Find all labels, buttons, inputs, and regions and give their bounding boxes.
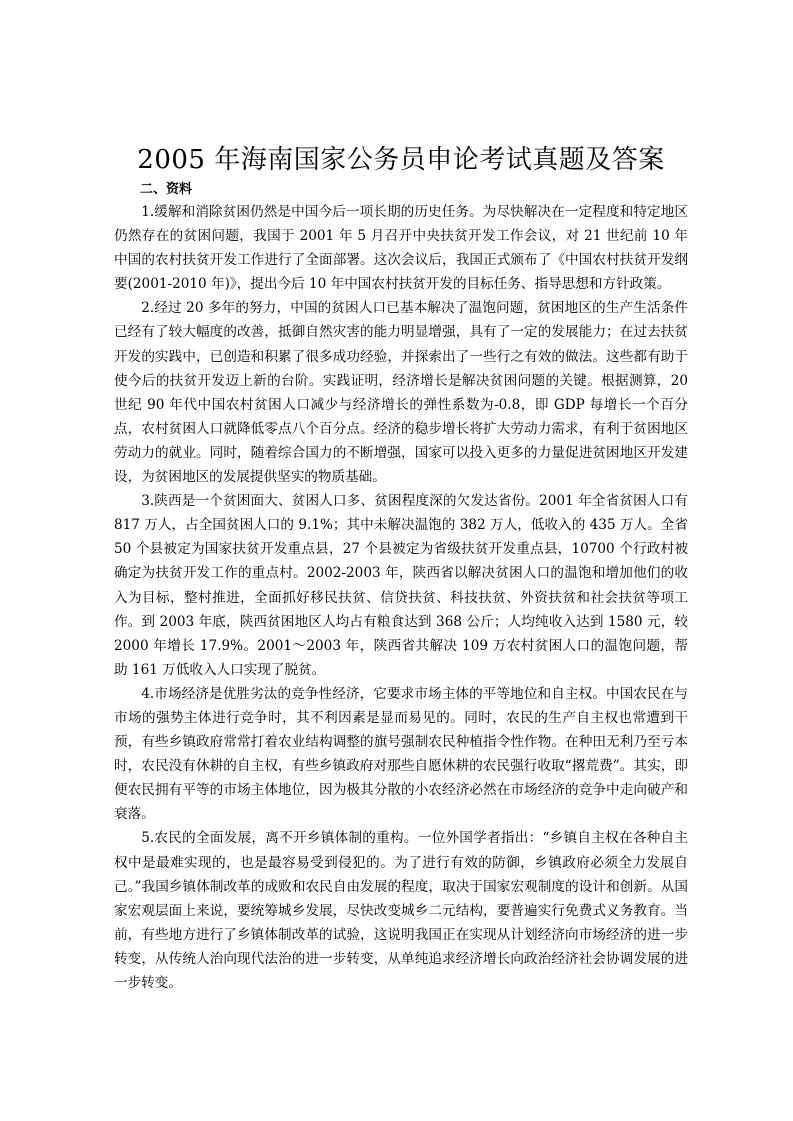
document-page xyxy=(114,140,688,995)
section-heading: 二、资料 xyxy=(140,182,193,197)
paragraph-2: 2.经过 20 多年的努力，中国的贫困人口已基本解决了温饱问题，贫困地区的生产生活条件已经有了较大幅度的改善，抵御自然灾害的能力明显增强，具有了一定的发展能力；在过去扶贫开发的实践中，已创造和积累了很多成功经验，并探索出了一些行之有效的做法。这些都有助于使今后的扶贫开发迈上新的台阶。实践证明，经济增长是解决贫困问题的关键。根据测算，20 世纪 90 年代中国农村贫困人口减少与经济增长的弹性系数为-0.8，即 GDP 每增长一个百分点，农村贫困人口就降低零点八个百分点。经济的稳步增长将扩大劳动力需求，有利于贫困地区劳动力的就业。同时，随着综合国力的不断增强，国家可以投入更多的力量促进贫困地区开发建设，为贫困地区的发展提供坚实的物质基础。 xyxy=(114,300,688,486)
paragraph-5: 5.农民的全面发展，离不开乡镇体制的重构。一位外国学者指出：“乡镇自主权在各种自主权中是最难实现的，也是最容易受到侵犯的。为了进行有效的防御，乡镇政府必须全力发展自己。”我国乡镇体制改革的成败和农民自由发展的程度，取决于国家宏观制度的设计和创新。从国家宏观层面上来说，要统筹城乡发展，尽快改变城乡二元结构，要普遍实行免费式义务教育。当前，有些地方进行了乡镇体制改革的试验，这说明我国正在实现从计划经济向市场经济的进一步转变，从传统人治向现代法治的进一步转变，从单纯追求经济增长向政治经济社会协调发展的进一步转变。 xyxy=(114,830,688,991)
paragraph-4: 4.市场经济是优胜劣汰的竞争性经济，它要求市场主体的平等地位和自主权。中国农民在与市场的强势主体进行竞争时，其不利因素是显而易见的。同时，农民的生产自主权也常遭到干预，有些乡镇政府常常打着农业结构调整的旗号强制农民种植指令性作物。在种田无利乃至亏本时，农民没有休耕的自主权，有些乡镇政府对那些自愿休耕的农民强行收取“撂荒费”。其实，即便农民拥有平等的市场主体地位，因为极其分散的小农经济必然在市场经济的竞争中走向破产和衰落。 xyxy=(114,685,688,823)
paragraph-1: 1.缓解和消除贫困仍然是中国今后一项长期的历史任务。为尽快解决在一定程度和特定地区仍然存在的贫困问题，我国于 2001 年 5 月召开中央扶贫开发工作会议，对 21 世纪前 10 年中国的农村扶贫开发工作进行了全面部署。这次会议后，我国正式颁布了《中国农村扶贫开发纲要(2001-2010 年)》，提出今后 10 年中国农村扶贫开发的目标任务、指导思想和方针政策。 xyxy=(114,204,688,293)
document-title: 2005 年海南国家公务员申论考试真题及答案 xyxy=(137,145,665,175)
paragraph-3: 3.陕西是一个贫困面大、贫困人口多、贫困程度深的欠发达省份。2001 年全省贫困人口有 817 万人，占全国贫困人口的 9.1%；其中未解决温饱的 382 万人，低收入的 435 万人。全省 50 个县被定为国家扶贫开发重点县，27 个县被定为省级扶贫开发重点县，10700 个行政村被确定为扶贫开发工作的重点村。2002-2003 年，陕西省以解决贫困人口的温饱和增加他们的收入为目标，整村推进，全面抓好移民扶贫、信贷扶贫、科技扶贫、外资扶贫和社会扶贫等项工作。到 2003 年底，陕西贫困地区人均占有粮食达到 368 公斤；人均纯收入达到 1580 元，较 2000 年增长 17.9%。2001～2003 年，陕西省共解决 109 万农村贫困人口的温饱问题，帮助 161 万低收入人口实现了脱贫。 xyxy=(114,493,688,678)
